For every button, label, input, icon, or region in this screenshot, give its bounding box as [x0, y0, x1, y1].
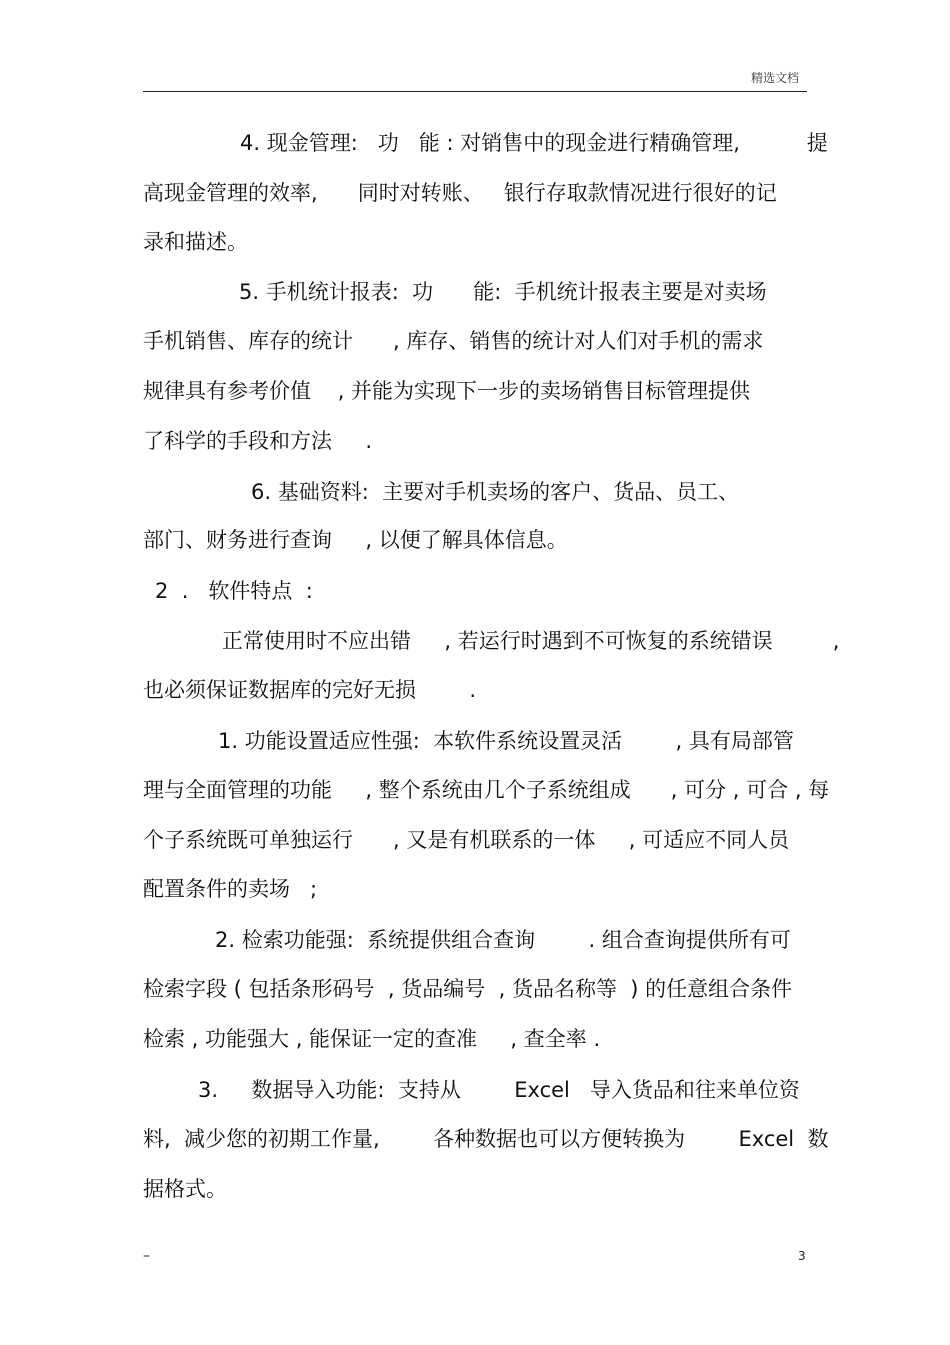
paragraph-line: 部门、财务进行查询 , 以便了解具体信息。 [143, 528, 568, 552]
paragraph-line: 1. 功能设置适应性强: 本软件系统设置灵活 , 具有局部管 [218, 729, 794, 753]
paragraph-line: 配置条件的卖场 ; [143, 877, 318, 901]
section-heading: 2 . 软件特点 : [155, 579, 313, 603]
paragraph-line: 6. 基础资料: 主要对手机卖场的客户、货品、员工、 [251, 480, 740, 504]
paragraph-line: 检索字段 ( 包括条形码号 , 货品编号 , 货品名称等 ) 的任意组合条件 [143, 977, 793, 1001]
paragraph-line: 4. 现金管理: 功 能 : 对销售中的现金进行精确管理, 提 [240, 131, 828, 155]
paragraph-line: 据格式。 [143, 1177, 227, 1201]
paragraph-line: 料, 减少您的初期工作量, 各种数据也可以方便转换为 Excel 数 [143, 1127, 829, 1151]
header-rule [143, 91, 807, 92]
paragraph-line: 录和描述。 [143, 230, 248, 254]
paragraph-line: 5. 手机统计报表: 功 能: 手机统计报表主要是对卖场 [239, 280, 767, 304]
footer-mark: – [143, 1248, 150, 1264]
paragraph-line: 高现金管理的效率, 同时对转账、 银行存取款情况进行很好的记 [143, 181, 777, 205]
paragraph-line: 2. 检索功能强: 系统提供组合查询 . 组合查询提供所有可 [215, 928, 791, 952]
paragraph-line: 个子系统既可单独运行 , 又是有机联系的一体 , 可适应不同人员 [143, 828, 790, 852]
paragraph-line: 检索 , 功能强大 , 能保证一定的查准 , 查全率 . [143, 1027, 601, 1051]
paragraph-line: 规律具有参考价值 , 并能为实现下一步的卖场销售目标管理提供 [143, 379, 751, 403]
paragraph-line: 了科学的手段和方法 . [143, 429, 373, 453]
paragraph-line: 也必须保证数据库的完好无损 . [143, 678, 477, 702]
page-number: 3 [798, 1249, 806, 1263]
paragraph-line: 理与全面管理的功能 , 整个系统由几个子系统组成 , 可分 , 可合 , 每 [143, 778, 830, 802]
header-label: 精选文档 [751, 71, 800, 85]
paragraph-line: 手机销售、库存的统计 , 库存、销售的统计对人们对手机的需求 [143, 329, 764, 353]
paragraph-line: 正常使用时不应出错 , 若运行时遇到不可恢复的系统错误 , [222, 629, 840, 653]
paragraph-line: 3. 数据导入功能: 支持从 Excel 导入货品和往来单位资 [198, 1078, 800, 1102]
